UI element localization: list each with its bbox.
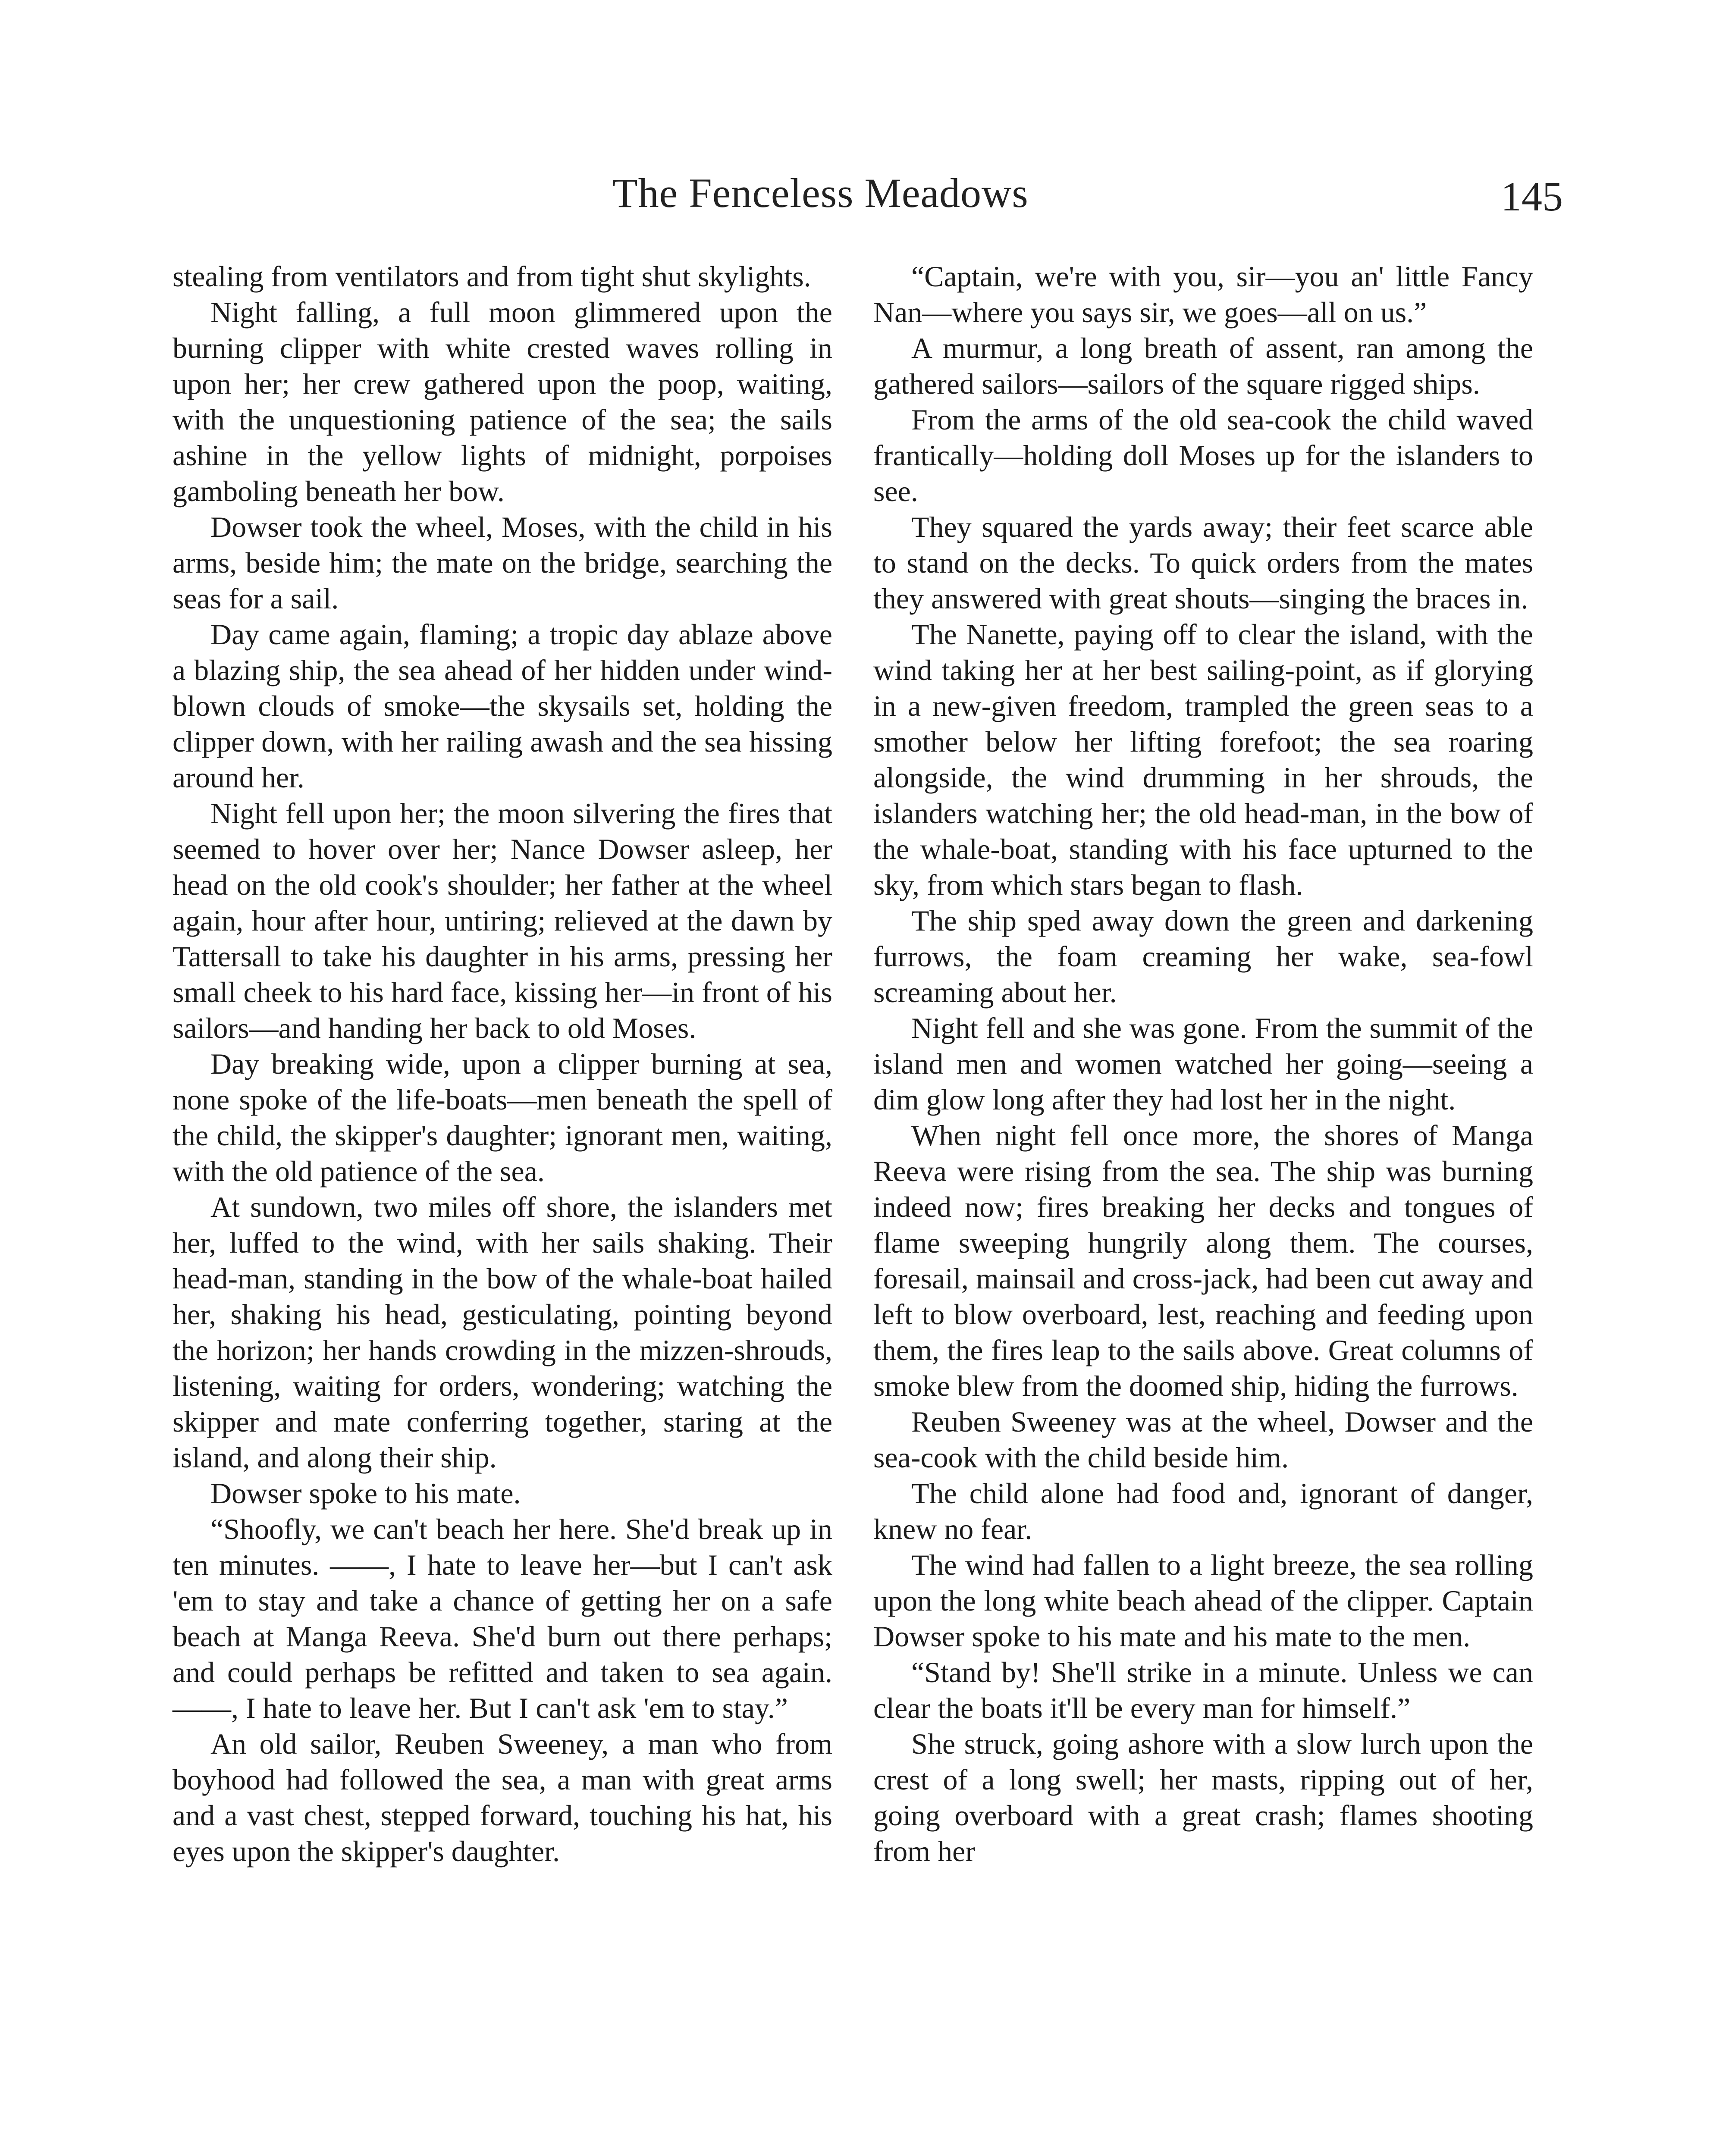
paragraph: “Stand by! She'll strike in a minute. Unless we can clear the boats it'll be every man for himself.” (873, 1656, 1533, 1724)
paragraph: “Shoofly, we can't beach her here. She'd break up in ten minutes. ——, I hate to leave her—but I can't ask 'em to stay and take a chance of getting her on a safe beach at Manga Reeva. She'd burn out there perhaps; and could perhaps be refitted and taken to sea again. ——, I hate to leave her. But I can't ask 'em to stay.” (173, 1513, 832, 1724)
paragraph: A murmur, a long breath of assent, ran among the gathered sailors—sailors of the square rigged ships. (873, 332, 1533, 400)
paragraph: “Captain, we're with you, sir—you an' little Fancy Nan—where you says sir, we goes—all on us.” (873, 260, 1533, 329)
paragraph: At sundown, two miles off shore, the islanders met her, luffed to the wind, with her sails shaking. Their head-man, standing in the bow of the whale-boat hailed her, shaking his head, gesticulating, pointing beyond the horizon; her hands crowding in the mizzen-shrouds, listening, waiting for orders, wondering; watching the skipper and mate conferring together, staring at the island, and along their ship. (173, 1191, 832, 1474)
paragraph: Night fell upon her; the moon silvering the fires that seemed to hover over her; Nance Dowser asleep, her head on the old cook's shoulder; her father at the wheel again, hour after hour, untiring; relieved at the dawn by Tattersall to take his daughter in his arms, pressing her small cheek to his hard face, kissing her—in front of his sailors—and handing her back to old Moses. (173, 797, 832, 1044)
running-title: The Fenceless Meadows (612, 170, 1029, 216)
paragraph: The child alone had food and, ignorant of danger, knew no fear. (873, 1477, 1533, 1545)
paragraph: From the arms of the old sea-cook the child waved frantically—holding doll Moses up for the islanders to see. (873, 403, 1533, 508)
paragraph: Day came again, flaming; a tropic day ablaze above a blazing ship, the sea ahead of her hidden under wind-blown clouds of smoke—the skysails set, holding the clipper down, with her railing awash and the sea hissing around her. (173, 618, 832, 794)
paragraph: Night fell and she was gone. From the summit of the island men and women watched her going—seeing a dim glow long after they had lost her in the night. (873, 1012, 1533, 1116)
paragraph: The ship sped away down the green and darkening furrows, the foam creaming her wake, sea-fowl screaming about her. (873, 904, 1533, 1009)
left-column (173, 259, 832, 1869)
paragraph: The Nanette, paying off to clear the island, with the wind taking her at her best sailing-point, as if glorying in a new-given freedom, trampled the green seas to a smother below her lifting forefoot; the sea roaring alongside, the wind drumming in her shrouds, the islanders watching her; the old head-man, in the bow of the whale-boat, standing with his face upturned to the sky, from which stars began to flash. (873, 618, 1533, 901)
paragraph: They squared the yards away; their feet scarce able to stand on the decks. To quick orders from the mates they answered with great shouts—singing the braces in. (873, 511, 1533, 615)
paragraph: When night fell once more, the shores of Manga Reeva were rising from the sea. The ship was burning indeed now; fires breaking her decks and tongues of flame sweeping hungrily along them. The courses, foresail, mainsail and cross-jack, had been cut away and left to blow overboard, lest, reaching and feeding upon them, the fires leap to the sails above. Great columns of smoke blew from the doomed ship, hiding the furrows. (873, 1119, 1533, 1402)
paragraph: Day breaking wide, upon a clipper burning at sea, none spoke of the life-boats—men beneath the spell of the child, the skipper's daughter; ignorant men, waiting, with the old patience of the sea. (173, 1047, 832, 1188)
paragraph: Dowser took the wheel, Moses, with the child in his arms, beside him; the mate on the bridge, searching the seas for a sail. (173, 511, 832, 615)
paragraph: stealing from ventilators and from tight shut skylights. (173, 260, 811, 293)
page-number: 145 (1501, 173, 1563, 219)
right-column (873, 259, 1533, 1869)
paragraph: The wind had fallen to a light breeze, the sea rolling upon the long white beach ahead of the clipper. Captain Dowser spoke to his mate and his mate to the men. (873, 1548, 1533, 1653)
paragraph: Dowser spoke to his mate. (210, 1477, 521, 1510)
paragraph: Reuben Sweeney was at the wheel, Dowser and the sea-cook with the child beside him. (873, 1405, 1533, 1474)
paragraph: She struck, going ashore with a slow lurch upon the crest of a long swell; her masts, ripping out of her, going overboard with a great crash; flames shooting from her (873, 1727, 1533, 1868)
paragraph: Night falling, a full moon glimmered upon the burning clipper with white crested waves rolling in upon her; her crew gathered upon the poop, waiting, with the unquestioning patience of the sea; the sails ashine in the yellow lights of midnight, porpoises gamboling beneath her bow. (173, 296, 832, 508)
paragraph: An old sailor, Reuben Sweeney, a man who from boyhood had followed the sea, a man with great arms and a vast chest, stepped forward, touching his hat, his eyes upon the skipper's daughter. (173, 1727, 832, 1868)
